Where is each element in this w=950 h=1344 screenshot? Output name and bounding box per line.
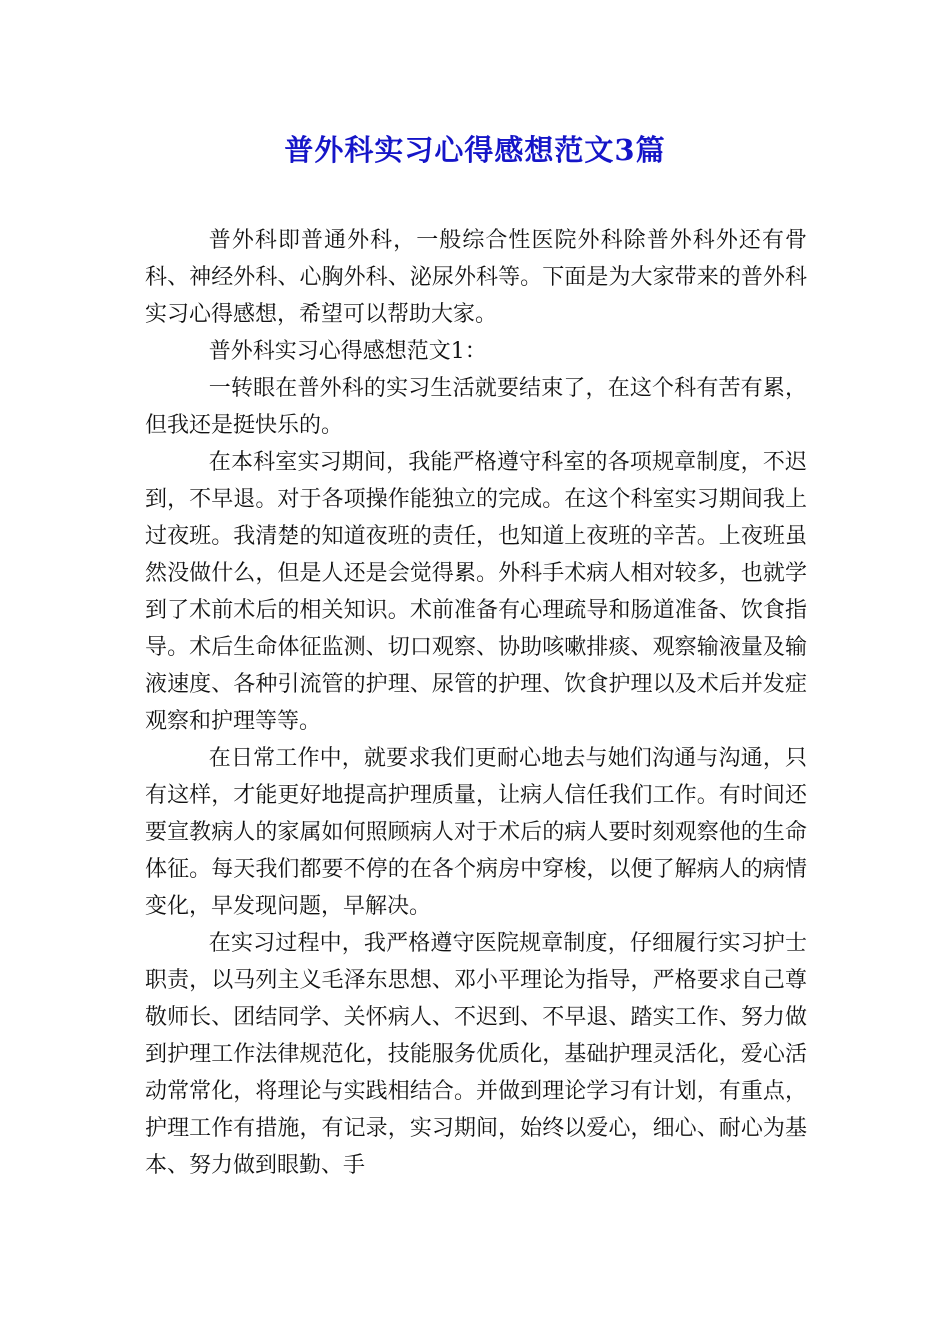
paragraph: 在本科室实习期间，我能严格遵守科室的各项规章制度，不迟到，不早退。对于各项操作能独立的完成。在这个科室实习期间我上过夜班。我清楚的知道夜班的责任，也知道上夜班的辛苦。上夜班虽然没做什么，但是人还是会觉得累。外科手术病人相对较多，也就学到了术前术后的相关知识。术前准备有心理疏导和肠道准备、饮食指导。术后生命体征监测、切口观察、协助咳嗽排痰、观察输液量及输液速度、各种引流管的护理、尿管的护理、饮食护理以及术后并发症观察和护理等等。 [145,450,807,734]
document-title: 普外科实习心得感想范文3篇 [284,133,666,167]
paragraph: 在日常工作中，就要求我们更耐心地去与她们沟通与沟通，只有这样，才能更好地提高护理质量，让病人信任我们工作。有时间还要宣教病人的家属如何照顾病人对于术后的病人要时刻观察他的生命体征。每天我们都要不停的在各个病房中穿梭，以便了解病人的病情变化，早发现问题，早解决。 [145,746,807,919]
document-body [145,222,807,1184]
paragraph-intro: 普外科即普通外科，一般综合性医院外科除普外科外还有骨科、神经外科、心胸外科、泌尿外科等。下面是为大家带来的普外科实习心得感想，希望可以帮助大家。 [145,228,807,327]
paragraph-section-heading: 普外科实习心得感想范文1： [208,339,487,364]
paragraph: 在实习过程中，我严格遵守医院规章制度，仔细履行实习护士职责，以马列主义毛泽东思想、邓小平理论为指导，严格要求自己尊敬师长、团结同学、关怀病人、不迟到、不早退、踏实工作、努力做到护理工作法律规范化，技能服务优质化，基础护理灵活化，爱心活动常常化，将理论与实践相结合。并做到理论学习有计划，有重点，护理工作有措施，有记录，实习期间，始终以爱心，细心、耐心为基本、努力做到眼勤、手 [145,931,807,1178]
paragraph: 一转眼在普外科的实习生活就要结束了，在这个科有苦有累，但我还是挺快乐的。 [145,376,807,438]
